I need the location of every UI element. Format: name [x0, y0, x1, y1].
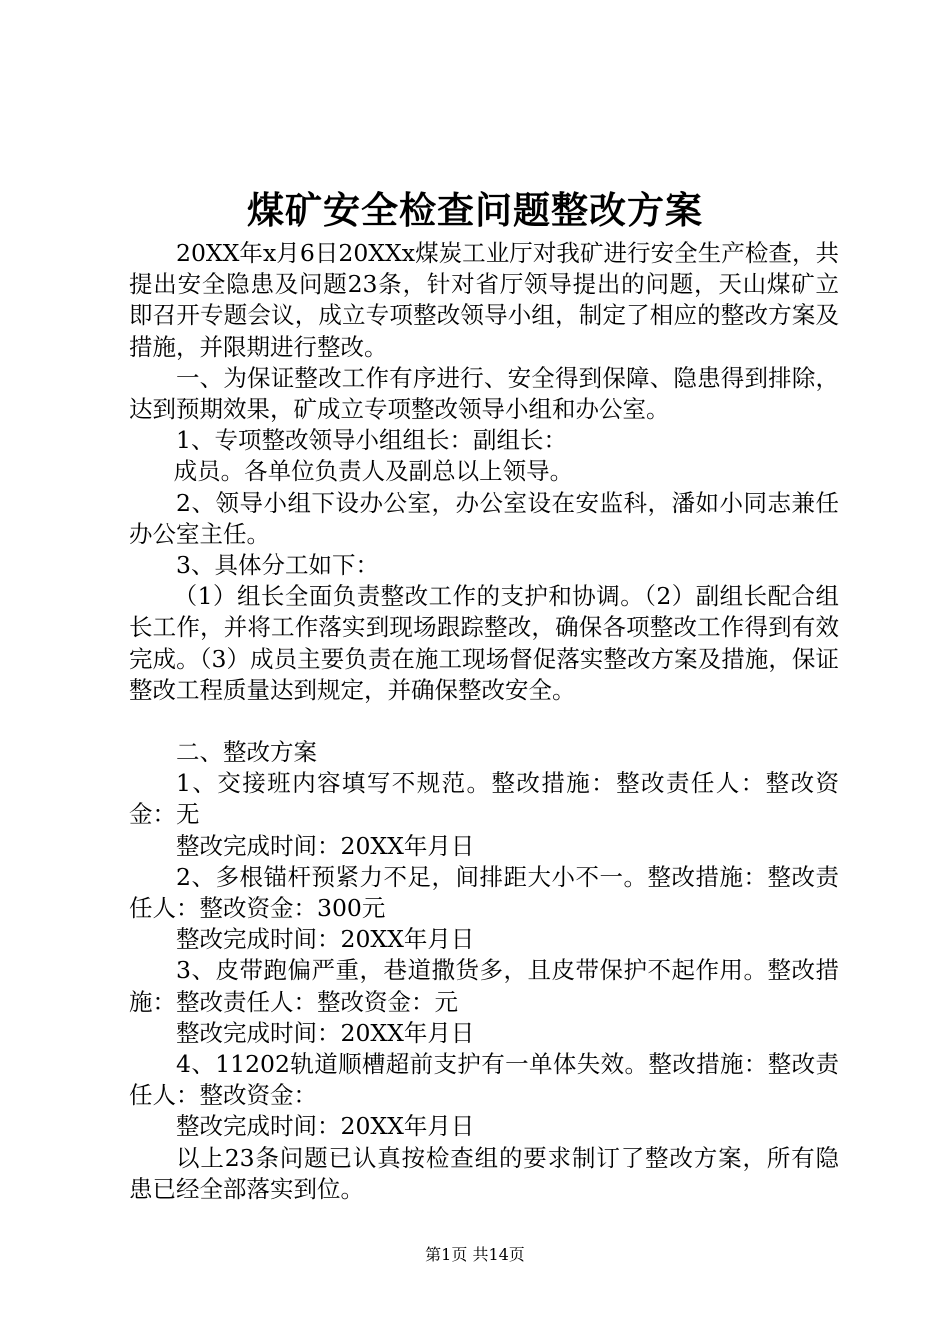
issue-item: 2、多根锚杆预紧力不足，间排距大小不一。整改措施：整改责任人：整改资金：300元	[129, 862, 839, 923]
completion-time: 整改完成时间：20XX年月日	[176, 1018, 475, 1047]
page-number: 第1页 共14页	[425, 1245, 525, 1264]
completion-time: 整改完成时间：20XX年月日	[176, 1112, 475, 1141]
section-one-paragraph: 一、为保证整改工作有序进行、安全得到保障、隐患得到排除，达到预期效果，矿成立专项整改领导小组和办公室。	[129, 363, 839, 424]
division-heading: 3、具体分工如下：	[176, 551, 379, 580]
issue-item: 4、11202轨道顺槽超前支护有一单体失效。整改措施：整改责任人：整改资金：	[129, 1050, 839, 1110]
completion-time: 整改完成时间：20XX年月日	[176, 925, 475, 954]
issue-item: 1、交接班内容填写不规范。整改措施：整改责任人：整改资金：无	[129, 769, 839, 829]
document-body	[129, 238, 839, 1205]
issue-item: 3、皮带跑偏严重，巷道撒货多，且皮带保护不起作用。整改措施：整改责任人：整改资金：元	[129, 956, 839, 1016]
intro-paragraph: 20XX年x月6日20XXx煤炭工业厅对我矿进行安全生产检查，共提出安全隐患及问题23条，针对省厅领导提出的问题，天山煤矿立即召开专题会议，成立专项整改领导小组，制定了相应的整改方案及措施，并限期进行整改。	[129, 239, 839, 361]
section-two-heading: 二、整改方案	[176, 738, 317, 767]
conclusion-paragraph: 以上23条问题已认真按检查组的要求制订了整改方案，所有隐患已经全部落实到位。	[129, 1143, 839, 1203]
office-paragraph: 2、领导小组下设办公室，办公室设在安监科，潘如小同志兼任办公室主任。	[129, 488, 839, 548]
members-paragraph: 成员。各单位负责人及副总以上领导。	[173, 457, 574, 486]
leader-group-paragraph: 1、专项整改领导小组组长：副组长：	[176, 426, 567, 455]
document-title: 煤矿安全检查问题整改方案	[247, 188, 703, 232]
completion-time: 整改完成时间：20XX年月日	[176, 831, 475, 860]
division-paragraph: （1）组长全面负责整改工作的支护和协调。（2）副组长配合组长工作，并将工作落实到现场跟踪整改，确保各项整改工作得到有效完成。（3）成员主要负责在施工现场督促落实整改方案及措施，保证整改工程质量达到规定，并确保整改安全。	[129, 582, 839, 704]
